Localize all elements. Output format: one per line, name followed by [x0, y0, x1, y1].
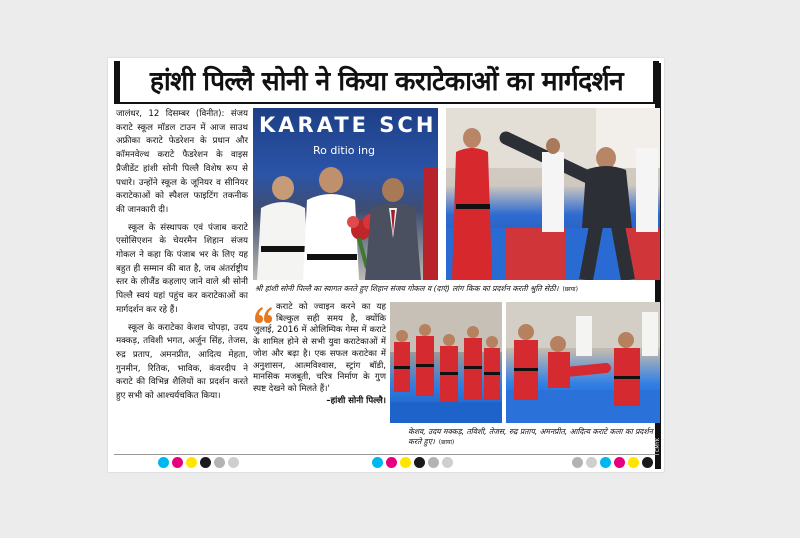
registration-dot — [214, 457, 225, 468]
photo-long-kick — [446, 108, 660, 280]
kick-scene-figures — [446, 108, 660, 280]
registration-dot — [158, 457, 169, 468]
caption-top-text: श्री हांशी सोनी पिल्लै का स्वागत करते हुए शिहान संजय गोकल व (दाएं) लांग किक का प्रदर्शन करती श्रुति सेठी। — [255, 284, 559, 293]
registration-dot — [586, 457, 597, 468]
registration-dot — [400, 457, 411, 468]
registration-dot — [642, 457, 653, 468]
registration-dot — [414, 457, 425, 468]
caption-bottom-credit: (छाया) — [438, 439, 455, 446]
photo-kids-sparring — [506, 302, 660, 423]
cmyk-mark: CMYK — [655, 438, 661, 453]
registration-dot — [614, 457, 625, 468]
registration-dot — [228, 457, 239, 468]
registration-dot — [372, 457, 383, 468]
registration-dot — [442, 457, 453, 468]
quote-mark-icon — [253, 303, 273, 325]
photo-welcome-ceremony — [253, 108, 438, 280]
footer-rule — [114, 454, 659, 455]
registration-dot — [600, 457, 611, 468]
registration-marks — [114, 456, 659, 468]
headline: हांशी पिल्लै सोनी ने किया कराटेकाओं का मार्गदर्शन — [114, 61, 659, 103]
banner-subtext: Ro ditio ing — [313, 144, 376, 157]
photo-caption-top — [255, 284, 660, 295]
paragraph-1: जालंधर, 12 दिसम्बर (विनीत): संजय कराटे स्कूल मॉडल टाउन में आज साउथ अफ्रीका कराटे फेडरेशन के प्रधान और कॉमनवेल्थ कराटे फैडरेशन के वाइस प्रैजीडेंट हांशी सोनी पिल्लै विशेष रूप से पधारे। उन्होंने स्कूल के जूनियर व सीनियर कराटेकाओं को स्पैशल फाइटिंग तकनीक की जानकारी दी। — [116, 109, 248, 215]
paragraph-3: स्कूल के कराटेका केशव चोपड़ा, उदय मक्कड़, तविशी भगत, अर्जुन सिंह, तेजस, रुद्र प्रताप, अमनप्रीत, आदित्य मेहता, गुनमीन, रितिक, भाविक, कंवरदीप ने कराटे की विभिन्न शैलियों का प्रदर्शन करते हुए सभी को आश्चर्यचकित किया। — [116, 322, 248, 402]
caption-bottom-text: केशव, उदय मक्कड़, तविशी, तेजस, रुद्र प्रताप, अमनप्रीत, आदित्य कराटे कला का प्रदर्शन करते हुए। — [408, 427, 653, 446]
karate-school-banner: KARATE SCH — [259, 113, 437, 137]
welcome-scene-figures — [253, 108, 438, 280]
pull-quote — [253, 302, 386, 407]
registration-dot — [200, 457, 211, 468]
registration-dot — [428, 457, 439, 468]
kids-sparring-figures — [506, 302, 660, 423]
headline-rule — [114, 102, 659, 104]
caption-top-credit: (छाया) — [562, 286, 578, 293]
photo-caption-bottom — [408, 427, 660, 448]
quote-text: कराटे को ज्वाइन करने का यह बिल्कुल सही समय है, क्योंकि जुलाई, 2016 में ओलिम्पिक गेम्स में कराटे के शामिल होने से सभी युवा कराटेकाओं में जोश और बढ़ा है। एक सफल कराटेका में अनुशासन, आत्मविश्वास, स्ट्रांग बॉडी, मानसिक मजबूती, चरित्र निर्माण के गुण स्पष्ट देखने को मिलते हैं।' — [253, 302, 386, 394]
article-body — [116, 108, 248, 404]
registration-dot — [186, 457, 197, 468]
quote-author: –हांशी सोनी पिल्लै। — [326, 395, 386, 406]
photo-kids-group — [390, 302, 502, 423]
newspaper-clipping — [108, 58, 664, 472]
kids-group-figures — [390, 302, 502, 423]
registration-dot — [628, 457, 639, 468]
registration-dot — [386, 457, 397, 468]
paragraph-2: स्कूल के संस्थापक एवं पंजाब कराटे एसोसिएशन के चेयरमैन शिहान संजय गोकल ने कहा कि पंजाब भर के लिए यह बहुत ही सम्मान की बात है, जब अंतर्राष्ट्रीय स्तर के लीजैंड कहलाए जाने वाले श्री सोनी पिल्लै स्वयं यहां पहुंच कर कराटेकाओं का मार्गदर्शन कर रहे हैं। — [116, 222, 248, 315]
registration-dot — [572, 457, 583, 468]
registration-dot — [172, 457, 183, 468]
